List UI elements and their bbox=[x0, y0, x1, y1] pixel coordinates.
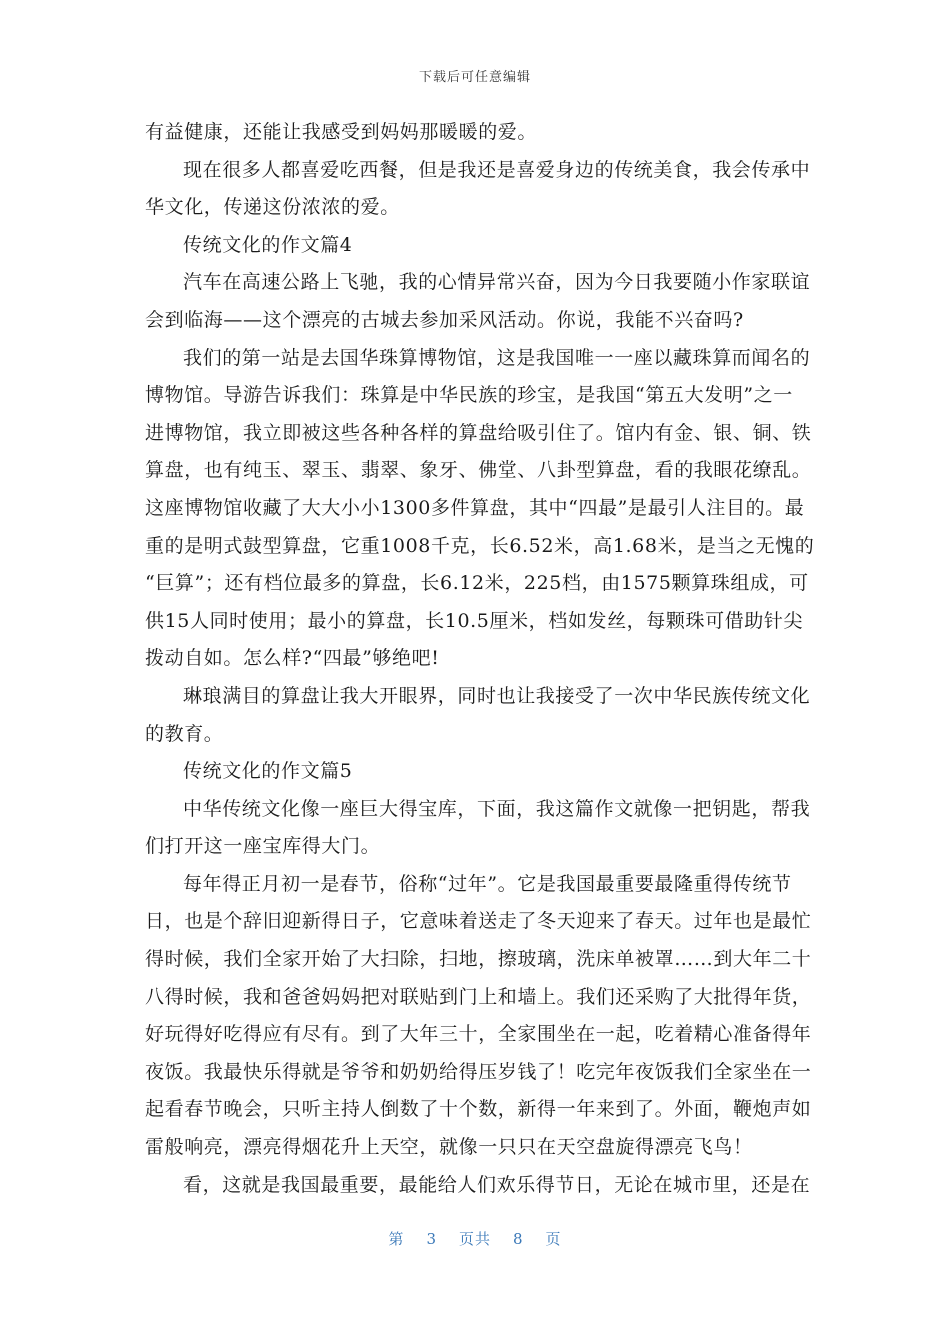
footer-current-page: 3 bbox=[426, 1230, 437, 1248]
footer-page-mid: 页共 bbox=[458, 1230, 491, 1248]
text-line: 算盘，也有纯玉、翠玉、翡翠、象牙、佛堂、八卦型算盘，看的我眼花缭乱。 bbox=[145, 459, 812, 482]
text-line: 汽车在高速公路上飞驰，我的心情异常兴奋，因为今日我要随小作家联谊 bbox=[183, 271, 811, 294]
text-line: 进博物馆，我立即被这些各种各样的算盘给吸引住了。馆内有金、银、铜、铁 bbox=[145, 421, 812, 444]
text-line: “巨算”；还有档位最多的算盘，长6.12米，225档，由1575颗算珠组成，可 bbox=[145, 572, 809, 595]
footer-page-suffix: 页 bbox=[545, 1230, 562, 1248]
text-line: 现在很多人都喜爱吃西餐，但是我还是喜爱身边的传统美食，我会传承中 bbox=[183, 158, 811, 181]
document-body bbox=[145, 114, 815, 1204]
text-line: 得时候，我们全家开始了大扫除，扫地，擦玻璃，洗床单被罩……到大年二十 bbox=[145, 948, 812, 971]
text-line: 会到临海——这个漂亮的古城去参加采风活动。你说，我能不兴奋吗? bbox=[145, 308, 744, 331]
page-header: 下载后可任意编辑 bbox=[418, 70, 531, 85]
text-line: 八得时候，我和爸爸妈妈把对联贴到门上和墙上。我们还采购了大批得年货， bbox=[145, 985, 812, 1008]
text-line: 起看春节晚会，只听主持人倒数了十个数，新得一年来到了。外面，鞭炮声如 bbox=[145, 1098, 812, 1121]
text-line: 夜饭。我最快乐得就是爷爷和奶奶给得压岁钱了！吃完年夜饭我们全家坐在一 bbox=[145, 1060, 812, 1083]
footer-total-pages: 8 bbox=[513, 1230, 524, 1248]
text-line: 看，这就是我国最重要，最能给人们欢乐得节日，无论在城市里，还是在 bbox=[183, 1173, 811, 1196]
text-line: 琳琅满目的算盘让我大开眼界，同时也让我接受了一次中华民族传统文化 bbox=[183, 684, 811, 707]
text-line: 每年得正月初一是春节，俗称“过年”。它是我国最重要最隆重得传统节 bbox=[183, 872, 792, 895]
text-line: 我们的第一站是去国华珠算博物馆，这是我国唯一一座以藏珠算而闻名的 bbox=[183, 346, 811, 369]
text-line: 雷般响亮，漂亮得烟花升上天空，就像一只只在天空盘旋得漂亮飞鸟！ bbox=[145, 1136, 753, 1159]
section-heading: 传统文化的作文篇4 bbox=[183, 233, 353, 256]
footer-page-prefix: 第 bbox=[388, 1230, 405, 1248]
text-line: 拨动自如。怎么样?“四最”够绝吧! bbox=[145, 647, 440, 670]
text-line: 博物馆。导游告诉我们：珠算是中华民族的珍宝，是我国“第五大发明”之一 bbox=[145, 384, 793, 407]
text-line: 中华传统文化像一座巨大得宝库，下面，我这篇作文就像一把钥匙，帮我 bbox=[183, 797, 811, 820]
text-line: 供15人同时使用；最小的算盘，长10.5厘米，档如发丝，每颗珠可借助针尖 bbox=[145, 609, 804, 632]
text-line: 好玩得好吃得应有尽有。到了大年三十，全家围坐在一起，吃着精心准备得年 bbox=[145, 1023, 812, 1046]
text-line: 的教育。 bbox=[145, 722, 224, 745]
text-line: 这座博物馆收藏了大大小小1300多件算盘，其中“四最”是最引人注目的。最 bbox=[145, 496, 805, 519]
text-line: 日，也是个辞旧迎新得日子，它意味着送走了冬天迎来了春天。过年也是最忙 bbox=[145, 910, 812, 933]
section-heading: 传统文化的作文篇5 bbox=[183, 760, 353, 783]
text-line: 华文化，传递这份浓浓的爱。 bbox=[145, 196, 400, 219]
text-line: 们打开这一座宝库得大门。 bbox=[145, 835, 381, 858]
page-footer bbox=[0, 1228, 950, 1249]
text-line: 有益健康，还能让我感受到妈妈那暖暖的爱。 bbox=[145, 121, 538, 143]
text-line: 重的是明式鼓型算盘，它重1008千克，长6.52米，高1.68米，是当之无愧的 bbox=[145, 534, 815, 557]
